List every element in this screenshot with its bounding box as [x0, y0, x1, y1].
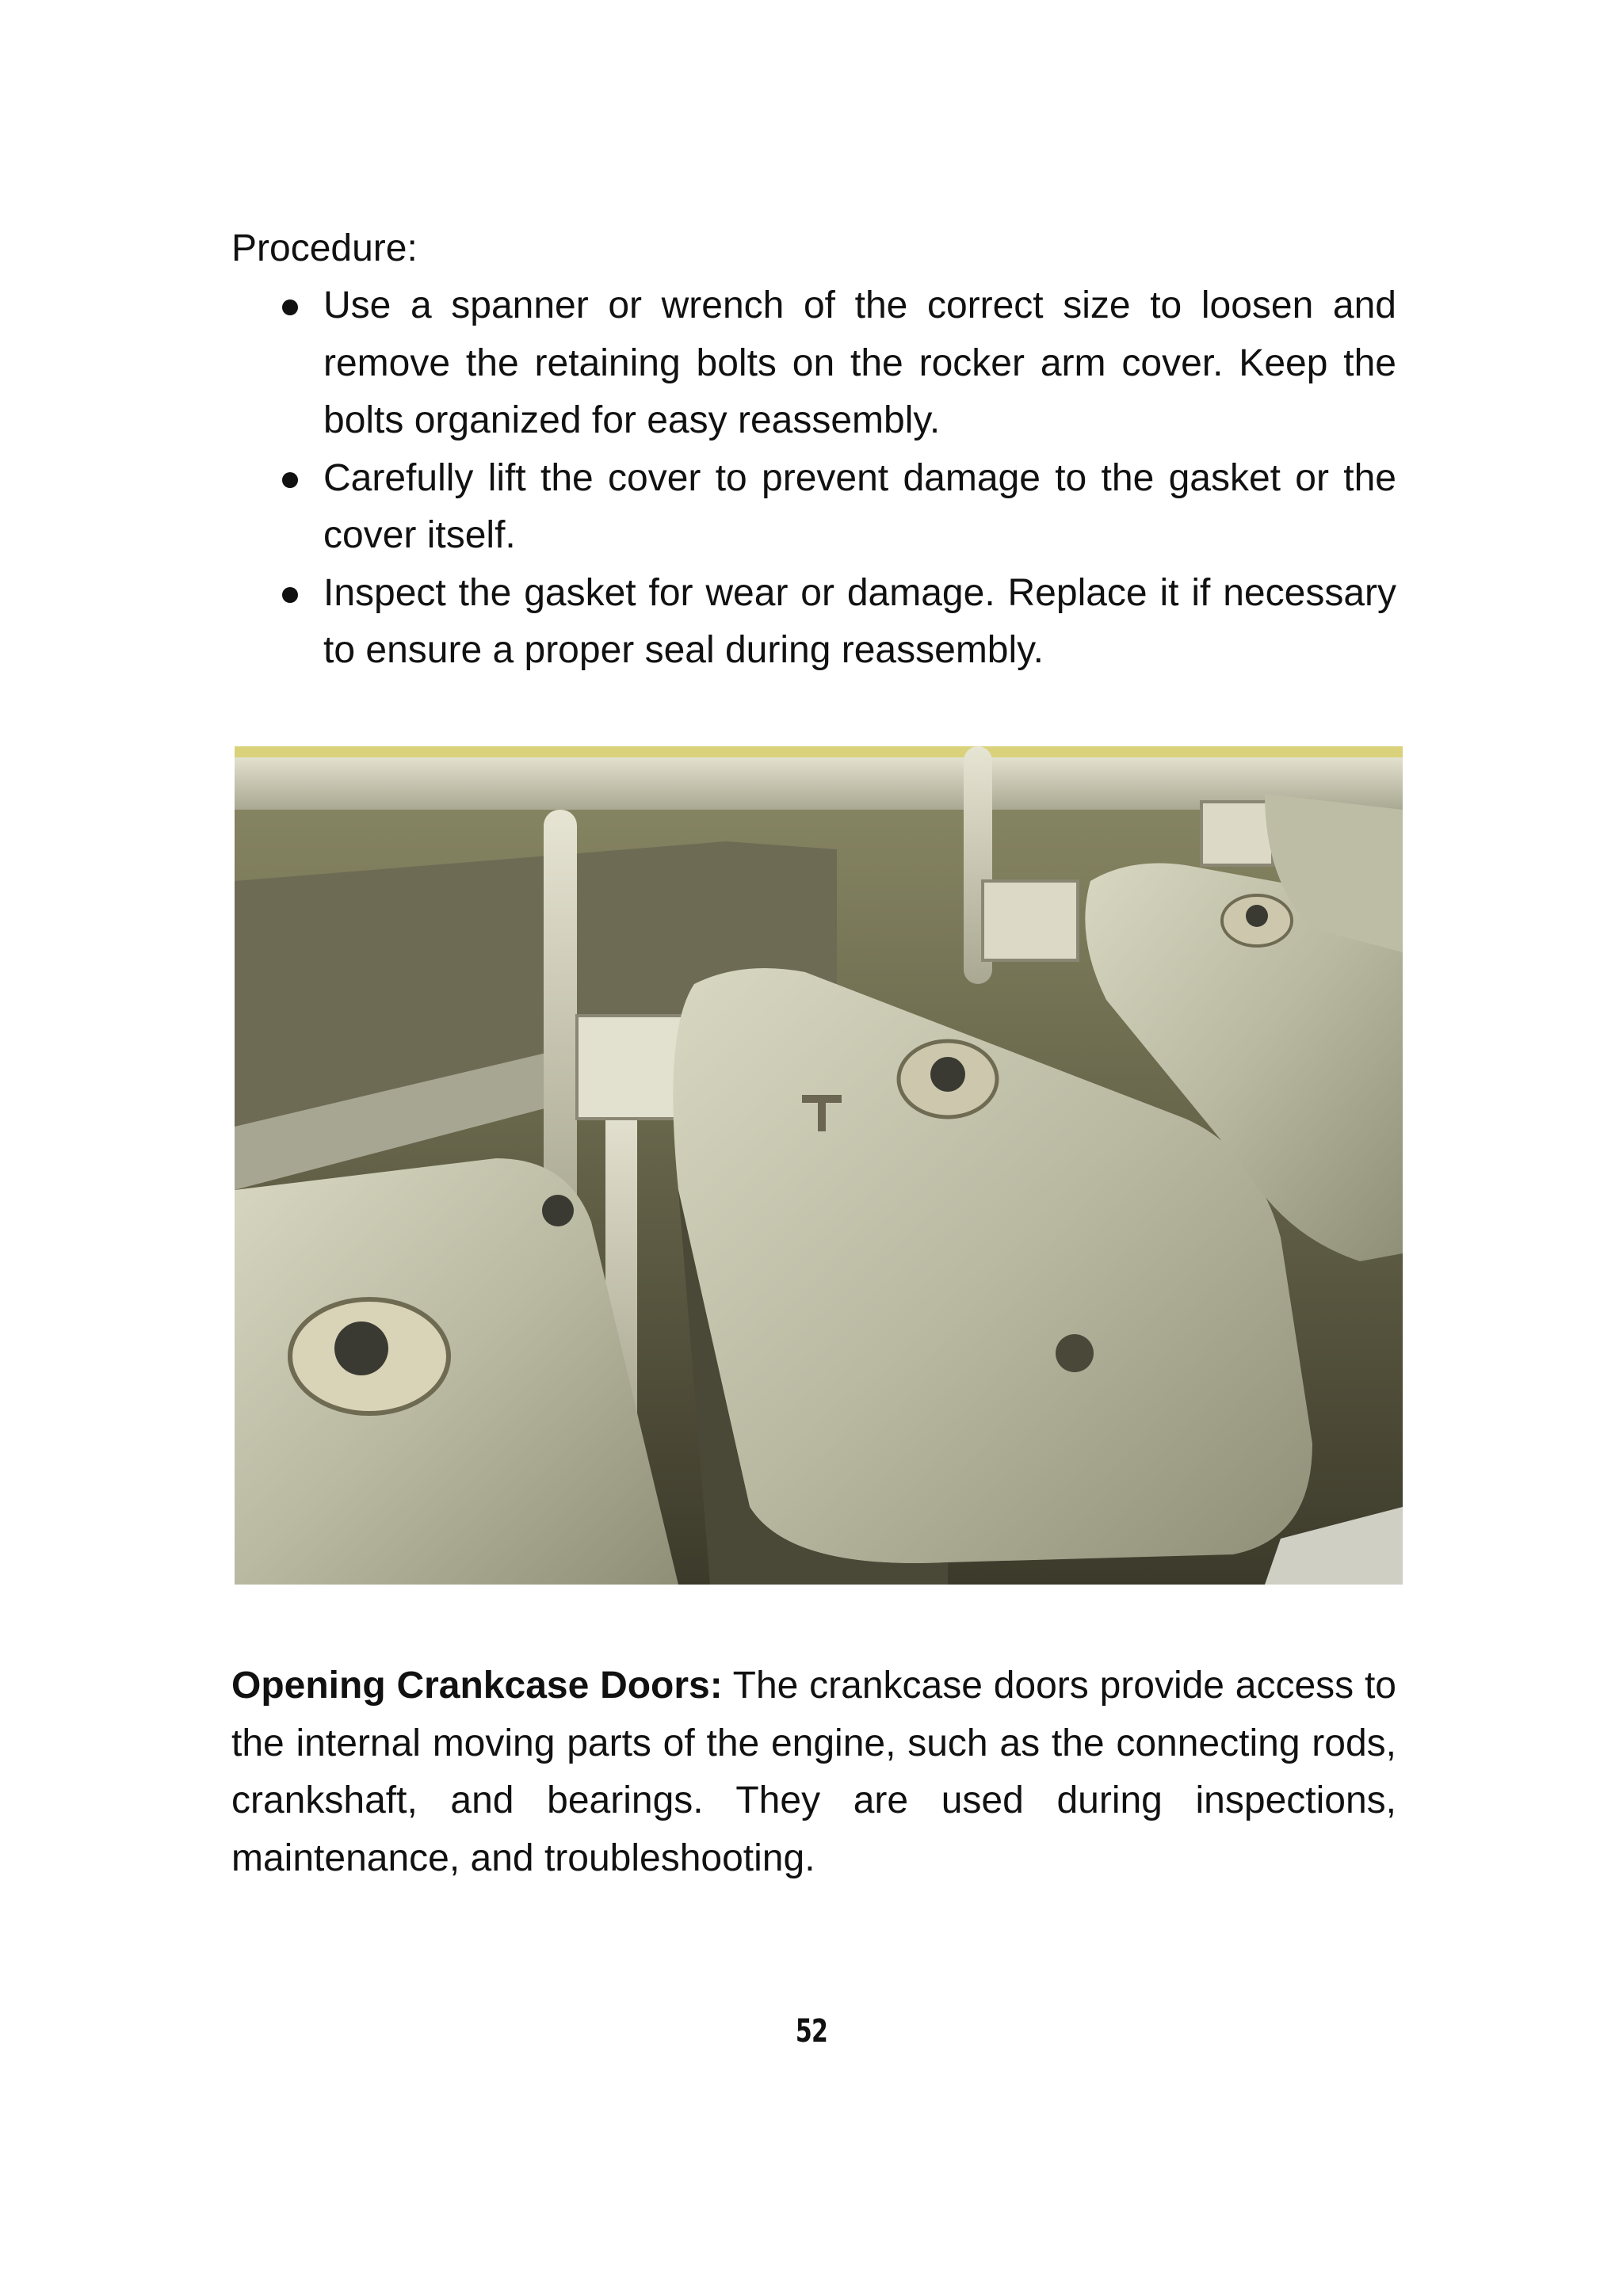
list-item-text: Use a spanner or wrench of the correct size to loosen and remove the retaining bolts on the rocker arm cover. Keep the bolts organized for easy reassembly.: [323, 284, 1396, 441]
procedure-heading: Procedure:: [231, 227, 418, 269]
engine-photo: [235, 746, 1403, 1585]
list-item: [231, 565, 1396, 680]
bullet-icon: [282, 299, 298, 315]
list-item: [231, 450, 1396, 565]
section-body: The crankcase doors provide access to the internal moving parts of the engine, such as the connecting rods, crankshaft, and bearings. They are used during inspections, maintenance, and troubleshooting.: [231, 1665, 1396, 1879]
section-lead: Opening Crankcase Doors:: [231, 1665, 723, 1707]
list-item-text: Inspect the gasket for wear or damage. Replace it if necessary to ensure a proper seal during reassembly.: [323, 571, 1396, 671]
list-item: [231, 277, 1396, 450]
bullet-icon: [282, 472, 298, 488]
bullet-icon: [282, 587, 298, 603]
list-item-text: Carefully lift the cover to prevent damage to the gasket or the cover itself.: [323, 456, 1396, 556]
section-paragraph: [231, 1657, 1396, 1887]
procedure-list: [231, 277, 1396, 680]
engine-cylinder-covers-illustration: [235, 746, 1403, 1585]
page-number: 52: [795, 2013, 828, 2050]
